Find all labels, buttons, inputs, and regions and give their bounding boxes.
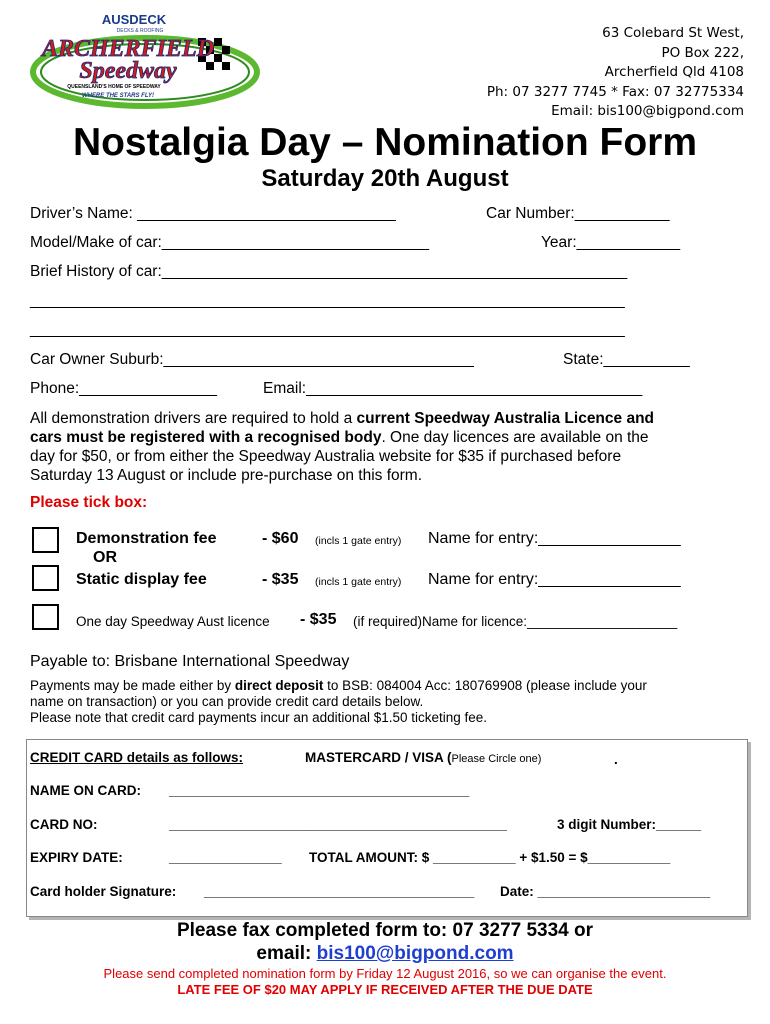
logo-tagline2: WHERE THE STARS FLY! (81, 93, 155, 99)
address-street: 63 Colebard St West, (602, 25, 744, 41)
signature-field[interactable]: ____________________________________ (204, 884, 475, 899)
payment-text: name on transaction) or you can provide credit card details below. (30, 694, 424, 709)
expiry-field[interactable]: _______________ (169, 850, 282, 865)
static-fee-checkbox[interactable] (32, 565, 59, 591)
demo-fee-label: Demonstration fee (76, 530, 217, 547)
card-no-field[interactable]: _____________________________________________ (169, 817, 507, 832)
phone-field[interactable]: Phone:________________ (30, 380, 218, 397)
history-line-3[interactable]: _____________________________________________________________________ (30, 321, 625, 338)
static-fee-note: (incls 1 gate entry) (315, 576, 402, 588)
form-subtitle: Saturday 20th August (261, 165, 509, 192)
year-field[interactable]: Year:____________ (541, 234, 681, 251)
notice-emphasis: current Speedway Australia Licence and (356, 410, 655, 427)
model-make-field[interactable]: Model/Make of car:_______________________________ (30, 234, 430, 251)
logo-name-line2: Speedway (79, 58, 177, 84)
address-po-box: PO Box 222, (661, 44, 744, 61)
payment-info (30, 678, 647, 726)
notice-text: . One day licences are available on the (381, 429, 649, 446)
email-label: email: (256, 943, 317, 964)
licence-label: One day Speedway Aust licence (76, 614, 270, 629)
notice-emphasis: cars must be registered with a recognised body (30, 429, 382, 446)
state-field[interactable]: State:__________ (563, 351, 690, 368)
logo-tagline1: QUEENSLAND'S HOME OF SPEEDWAY (67, 84, 161, 90)
logo-brand-top: AUSDECK (101, 12, 167, 27)
card-type-dot: . (614, 752, 618, 767)
name-on-card-label: NAME ON CARD: (30, 783, 141, 798)
address-phone-fax: Ph: 07 3277 7745 * Fax: 07 32775334 (486, 83, 744, 100)
address-email: Email: bis100@bigpond.com (551, 103, 744, 119)
notice-text: day for $50, or from either the Speedway Australia website for $35 if purchased before (30, 448, 622, 465)
email-field[interactable]: Email:_______________________________________ (263, 380, 643, 397)
signature-label: Card holder Signature: (30, 884, 177, 899)
card-type-note: Please Circle one) (451, 753, 542, 765)
address-block (487, 24, 744, 122)
payment-emphasis: direct deposit (234, 678, 324, 693)
form-title: Nostalgia Day – Nomination Form (72, 121, 698, 164)
licence-name-field[interactable]: (if required)Name for licence:____________________ (353, 614, 678, 629)
demo-fee-price: - $60 (262, 530, 299, 547)
history-line-2[interactable]: _____________________________________________________________________ (30, 292, 625, 309)
licence-notice (30, 409, 654, 485)
credit-card-heading: CREDIT CARD details as follows: (30, 750, 244, 765)
demo-fee-checkbox[interactable] (32, 527, 59, 553)
deadline-notice: Please send completed nomination form by Friday 12 August 2016, so we can organise the event. (103, 966, 667, 981)
tick-box-label: Please tick box: (30, 494, 148, 511)
or-label: OR (93, 549, 117, 566)
archerfield-speedway-logo (30, 10, 260, 110)
driver-name-field[interactable]: Driver’s Name: ______________________________ (30, 205, 396, 222)
static-fee-price: - $35 (262, 571, 299, 588)
cvv-field[interactable]: 3 digit Number:______ (557, 817, 702, 832)
card-type-select[interactable] (305, 750, 541, 765)
notice-text: All demonstration drivers are required to hold a (30, 410, 357, 427)
payment-text: Please note that credit card payments incur an additional $1.50 ticketing fee. (30, 710, 488, 725)
demo-fee-note: (incls 1 gate entry) (315, 535, 402, 547)
total-amount-field[interactable]: TOTAL AMOUNT: $ ___________ + $1.50 = $___________ (309, 850, 671, 865)
expiry-label: EXPIRY DATE: (30, 850, 123, 865)
suburb-field[interactable]: Car Owner Suburb:____________________________________ (30, 351, 474, 368)
payment-text: to BSB: 084004 Acc: 180769908 (please include your (323, 678, 647, 693)
notice-text: Saturday 13 August or include pre-purchase on this form. (30, 467, 423, 484)
payment-text: Payments may be made either by (30, 678, 235, 693)
name-on-card-field[interactable]: ________________________________________ (169, 783, 470, 798)
licence-checkbox[interactable] (32, 604, 59, 630)
licence-price: - $35 (300, 611, 337, 628)
email-instruction (0, 943, 770, 965)
card-type-label: MASTERCARD / VISA ( (305, 750, 452, 765)
logo-name-line1: ARCHERFIELD (41, 36, 215, 62)
fax-instruction: Please fax completed form to: 07 3277 5334 or (176, 920, 594, 941)
static-entry-name-field[interactable]: Name for entry:________________ (428, 571, 681, 588)
address-suburb: Archerfield Qld 4108 (604, 64, 744, 80)
demo-entry-name-field[interactable]: Name for entry:________________ (428, 530, 681, 547)
card-no-label: CARD NO: (30, 817, 98, 832)
date-field[interactable]: Date: _______________________ (500, 884, 711, 899)
payable-to: Payable to: Brisbane International Speedway (30, 653, 350, 670)
history-field[interactable]: Brief History of car:______________________________________________________ (30, 263, 628, 280)
car-number-field[interactable]: Car Number:___________ (486, 205, 670, 222)
static-fee-label: Static display fee (76, 571, 207, 588)
late-fee-notice: LATE FEE OF $20 MAY APPLY IF RECEIVED AFTER THE DUE DATE (177, 982, 593, 997)
logo-brand-sub: DECKS & ROOFING (116, 28, 164, 34)
email-link[interactable]: bis100@bigpond.com (316, 943, 514, 964)
